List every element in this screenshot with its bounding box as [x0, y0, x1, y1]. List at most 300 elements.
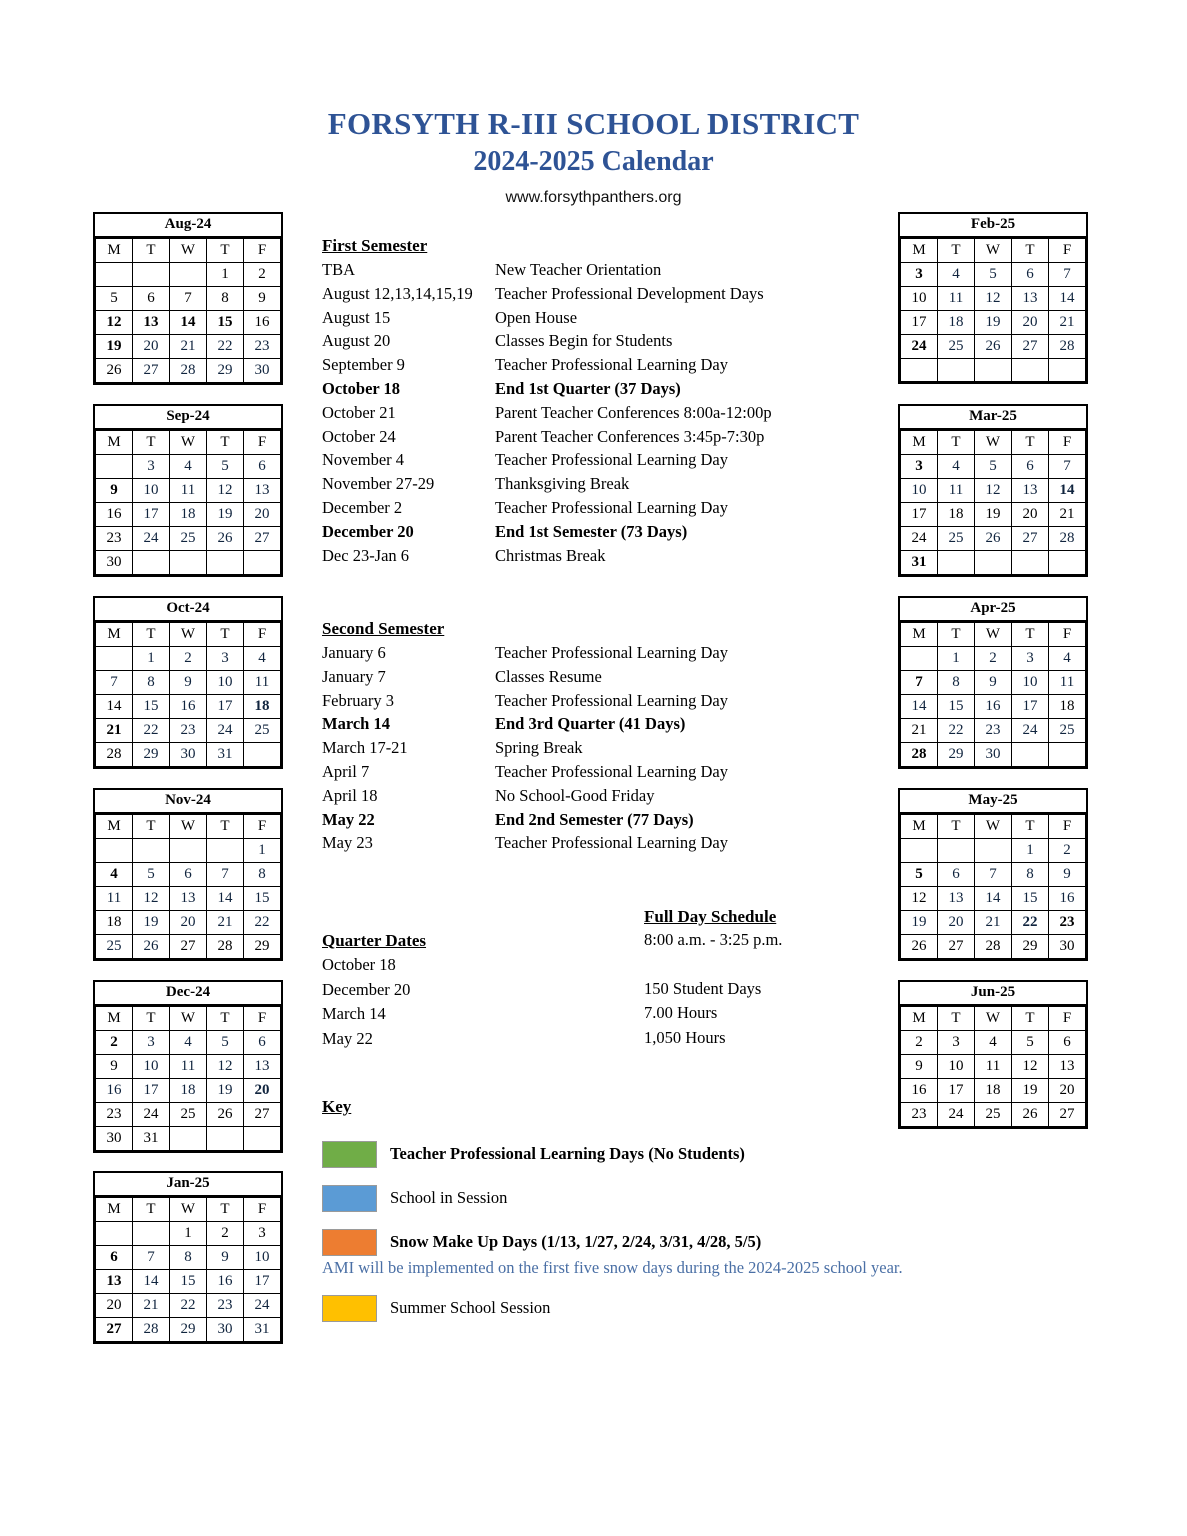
event-date: October 24 [322, 426, 396, 446]
day-cell: 4 [938, 455, 975, 479]
day-cell: 27 [170, 935, 207, 959]
week-row [96, 839, 281, 863]
day-cell: 11 [938, 287, 975, 311]
day-cell-empty [901, 647, 938, 671]
event-row [322, 712, 822, 736]
day-cell: 18 [170, 1079, 207, 1103]
day-cell: 28 [170, 359, 207, 383]
weekday-header-0: M [901, 239, 938, 263]
event-row [322, 665, 822, 689]
event-description: End 1st Quarter (37 Days) [495, 378, 681, 398]
week-row [901, 335, 1086, 359]
event-description: End 3rd Quarter (41 Days) [495, 714, 686, 734]
weekday-header-row [901, 431, 1086, 455]
day-cell: 21 [1049, 311, 1086, 335]
week-row [901, 911, 1086, 935]
event-row [322, 784, 822, 808]
week-row [96, 527, 281, 551]
day-cell: 10 [244, 1246, 281, 1270]
day-cell: 14 [975, 887, 1012, 911]
day-cell: 28 [96, 743, 133, 767]
day-cell: 17 [901, 503, 938, 527]
quarter-date-item: May 22 [322, 1028, 373, 1048]
day-cell: 26 [133, 935, 170, 959]
weekday-header-row [901, 815, 1086, 839]
day-cell: 8 [133, 671, 170, 695]
event-date: April 7 [322, 761, 370, 781]
weekday-header-4: F [1049, 431, 1086, 455]
day-cell: 1 [170, 1222, 207, 1246]
week-row [96, 863, 281, 887]
day-cell: 13 [1049, 1055, 1086, 1079]
weekday-header-row [96, 239, 281, 263]
day-cell: 5 [207, 1031, 244, 1055]
week-row [901, 311, 1086, 335]
page-header [0, 106, 1187, 207]
event-description: New Teacher Orientation [495, 260, 662, 279]
day-cell: 22 [170, 1294, 207, 1318]
weekday-header-0: M [901, 815, 938, 839]
week-row [901, 695, 1086, 719]
day-cell: 24 [1012, 719, 1049, 743]
weekday-header-3: T [1012, 431, 1049, 455]
week-row [96, 263, 281, 287]
event-row [322, 377, 822, 401]
day-cell: 6 [1049, 1031, 1086, 1055]
day-cell: 18 [170, 503, 207, 527]
day-cell: 14 [1049, 479, 1086, 503]
day-cell: 29 [244, 935, 281, 959]
day-cell: 3 [1012, 647, 1049, 671]
page-subtitle: 2024-2025 Calendar [473, 145, 714, 177]
week-row [901, 647, 1086, 671]
day-cell: 18 [244, 695, 281, 719]
key-row [322, 1229, 1022, 1295]
week-row [96, 1055, 281, 1079]
day-cell: 23 [207, 1294, 244, 1318]
weekday-header-3: T [207, 1007, 244, 1031]
day-cell: 26 [96, 359, 133, 383]
key-legend-section [322, 1097, 1022, 1339]
day-cell: 11 [938, 479, 975, 503]
month-aug [93, 212, 283, 385]
day-cell: 12 [901, 887, 938, 911]
day-cell: 12 [207, 479, 244, 503]
day-cell: 20 [244, 1079, 281, 1103]
first-semester-events [322, 258, 822, 567]
weekday-header-2: W [975, 1007, 1012, 1031]
day-cell: 21 [170, 335, 207, 359]
weekday-header-4: F [1049, 815, 1086, 839]
full-day-hours: 8:00 a.m. - 3:25 p.m. [644, 930, 783, 949]
week-row [96, 719, 281, 743]
month-title-may: May-25 [900, 790, 1086, 814]
calendar-grid-jan [95, 1197, 281, 1342]
week-row [96, 1079, 281, 1103]
weekday-header-2: W [975, 623, 1012, 647]
day-cell: 1 [207, 263, 244, 287]
day-cell: 29 [133, 743, 170, 767]
event-date: December 20 [322, 521, 414, 541]
day-cell: 27 [133, 359, 170, 383]
event-date: October 21 [322, 402, 396, 422]
day-cell: 3 [901, 263, 938, 287]
hours-per-day: 7.00 Hours [644, 1003, 718, 1023]
weekday-header-4: F [244, 239, 281, 263]
day-cell: 5 [975, 263, 1012, 287]
day-cell: 9 [170, 671, 207, 695]
day-cell: 20 [938, 911, 975, 935]
weekday-header-0: M [96, 1198, 133, 1222]
key-label: Snow Make Up Days (1/13, 1/27, 2/24, 3/31, 4/28, 5/5) [390, 1232, 762, 1251]
day-cell: 23 [975, 719, 1012, 743]
day-cell: 12 [96, 311, 133, 335]
day-cell: 25 [938, 527, 975, 551]
weekday-header-3: T [1012, 623, 1049, 647]
day-cell: 11 [244, 671, 281, 695]
week-row [901, 287, 1086, 311]
month-sep [93, 404, 283, 577]
calendar-grid-sep [95, 430, 281, 575]
weekday-header-0: M [96, 623, 133, 647]
weekday-header-1: T [133, 1007, 170, 1031]
day-cell: 7 [96, 671, 133, 695]
day-cell: 28 [133, 1318, 170, 1342]
day-cell: 27 [1049, 1103, 1086, 1127]
day-cell: 22 [1012, 911, 1049, 935]
day-cell: 31 [133, 1127, 170, 1151]
day-cell: 16 [170, 695, 207, 719]
week-row [901, 743, 1086, 767]
day-cell: 19 [207, 1079, 244, 1103]
weekday-header-3: T [207, 815, 244, 839]
weekday-header-3: T [207, 623, 244, 647]
day-cell: 19 [901, 911, 938, 935]
day-cell: 4 [244, 647, 281, 671]
month-title-feb: Feb-25 [900, 214, 1086, 238]
month-title-apr: Apr-25 [900, 598, 1086, 622]
day-cell-empty [1049, 551, 1086, 575]
weekday-header-2: W [975, 815, 1012, 839]
day-cell: 21 [96, 719, 133, 743]
day-cell: 16 [96, 1079, 133, 1103]
week-row [901, 863, 1086, 887]
day-cell-empty [1012, 743, 1049, 767]
quarter-date-item: October 18 [322, 955, 396, 974]
event-date: October 18 [322, 378, 401, 398]
day-cell: 12 [1012, 1055, 1049, 1079]
day-cell: 7 [901, 671, 938, 695]
day-cell: 11 [975, 1055, 1012, 1079]
week-row [96, 455, 281, 479]
event-description: Classes Begin for Students [495, 331, 673, 351]
day-cell: 16 [96, 503, 133, 527]
event-date: November 27-29 [322, 474, 435, 494]
day-cell: 3 [133, 455, 170, 479]
event-date: January 6 [322, 643, 386, 662]
day-cell: 20 [244, 503, 281, 527]
weekday-header-4: F [1049, 239, 1086, 263]
day-cell: 28 [207, 935, 244, 959]
week-row [96, 1318, 281, 1342]
day-cell: 13 [1012, 479, 1049, 503]
weekday-header-4: F [244, 1198, 281, 1222]
week-row [96, 551, 281, 575]
weekday-header-1: T [938, 1007, 975, 1031]
day-cell-empty [133, 1222, 170, 1246]
event-row [322, 689, 822, 713]
week-row [901, 839, 1086, 863]
day-cell: 15 [170, 1270, 207, 1294]
month-title-aug: Aug-24 [95, 214, 281, 238]
day-cell: 14 [901, 695, 938, 719]
event-date: April 18 [322, 785, 378, 805]
event-row [322, 258, 822, 282]
day-cell: 15 [207, 311, 244, 335]
key-heading: Key [322, 1097, 352, 1116]
day-cell: 8 [207, 287, 244, 311]
event-description: Thanksgiving Break [495, 474, 630, 494]
week-row [96, 335, 281, 359]
day-cell: 23 [901, 1103, 938, 1127]
week-row [901, 527, 1086, 551]
day-cell: 21 [207, 911, 244, 935]
weekday-header-3: T [1012, 239, 1049, 263]
day-cell: 31 [901, 551, 938, 575]
weekday-header-0: M [901, 623, 938, 647]
weekday-header-0: M [96, 1007, 133, 1031]
total-hours: 1,050 Hours [644, 1027, 726, 1047]
event-description: Parent Teacher Conferences 3:45p-7:30p [495, 426, 765, 446]
weekday-header-2: W [975, 431, 1012, 455]
day-cell: 10 [938, 1055, 975, 1079]
day-cell-empty [901, 359, 938, 382]
day-cell: 6 [244, 455, 281, 479]
day-cell-empty [96, 839, 133, 863]
week-row [901, 935, 1086, 959]
day-cell: 5 [901, 863, 938, 887]
day-cell: 16 [901, 1079, 938, 1103]
day-cell: 20 [1012, 311, 1049, 335]
key-swatch-yellow [322, 1295, 377, 1322]
week-row [901, 551, 1086, 575]
day-cell: 26 [207, 1103, 244, 1127]
month-oct [93, 596, 283, 769]
day-cell: 23 [96, 527, 133, 551]
day-cell: 7 [1049, 263, 1086, 287]
day-cell-empty [133, 263, 170, 287]
day-cell: 30 [96, 551, 133, 575]
event-row [322, 808, 822, 832]
first-semester-section [322, 236, 822, 567]
day-cell: 10 [901, 479, 938, 503]
week-row [96, 1294, 281, 1318]
weekday-header-4: F [244, 431, 281, 455]
week-row [901, 719, 1086, 743]
key-swatch-green [322, 1141, 377, 1168]
weekday-header-2: W [170, 1007, 207, 1031]
weekday-header-row [901, 623, 1086, 647]
event-row [322, 496, 822, 520]
day-cell: 13 [938, 887, 975, 911]
day-cell: 13 [133, 311, 170, 335]
day-cell: 19 [207, 503, 244, 527]
day-cell: 30 [975, 743, 1012, 767]
weekday-header-0: M [96, 431, 133, 455]
key-note-ami: AMI will be implemented on the first five snow days during the 2024-2025 school year. [322, 1258, 903, 1277]
day-cell: 19 [1012, 1079, 1049, 1103]
day-cell: 27 [244, 527, 281, 551]
key-label: School in Session [390, 1188, 508, 1207]
event-description: Christmas Break [495, 545, 606, 565]
event-date: August 20 [322, 331, 391, 351]
event-row [322, 520, 822, 544]
day-cell: 3 [244, 1222, 281, 1246]
day-cell: 2 [170, 647, 207, 671]
day-cell: 22 [133, 719, 170, 743]
day-cell-empty [170, 839, 207, 863]
event-row [322, 282, 822, 306]
day-cell-empty [207, 1127, 244, 1151]
day-cell: 26 [975, 527, 1012, 551]
day-cell: 15 [133, 695, 170, 719]
day-cell: 5 [975, 455, 1012, 479]
event-description: Classes Resume [495, 666, 602, 686]
day-cell: 4 [975, 1031, 1012, 1055]
day-cell: 10 [901, 287, 938, 311]
day-cell: 4 [170, 455, 207, 479]
day-cell: 3 [133, 1031, 170, 1055]
day-cell: 6 [938, 863, 975, 887]
day-cell: 19 [133, 911, 170, 935]
event-date: January 7 [322, 666, 386, 686]
weekday-header-2: W [170, 815, 207, 839]
weekday-header-3: T [1012, 1007, 1049, 1031]
weekday-header-4: F [1049, 1007, 1086, 1031]
weekday-header-1: T [938, 239, 975, 263]
calendar-grid-nov [95, 814, 281, 959]
day-cell: 26 [1012, 1103, 1049, 1127]
quarter-date-item: March 14 [322, 1004, 386, 1024]
day-cell: 16 [1049, 887, 1086, 911]
day-cell: 31 [207, 743, 244, 767]
day-cell-empty [1012, 551, 1049, 575]
day-cell: 27 [1012, 527, 1049, 551]
day-cell: 9 [901, 1055, 938, 1079]
calendar-grid-oct [95, 622, 281, 767]
event-date: TBA [322, 260, 355, 279]
week-row [96, 1031, 281, 1055]
week-row [96, 359, 281, 383]
quarter-dates-heading: Quarter Dates [322, 931, 427, 950]
day-cell: 16 [207, 1270, 244, 1294]
weekday-header-2: W [170, 1198, 207, 1222]
key-row [322, 1185, 1022, 1229]
day-cell: 6 [1012, 455, 1049, 479]
day-cell: 19 [975, 311, 1012, 335]
calendar-grid-dec [95, 1006, 281, 1151]
day-cell-empty [170, 551, 207, 575]
calendar-grid-mar [900, 430, 1086, 575]
day-cell: 19 [975, 503, 1012, 527]
event-description: Teacher Professional Learning Day [495, 833, 728, 853]
spacer [644, 953, 904, 977]
month-apr [898, 596, 1088, 769]
day-cell: 8 [1012, 863, 1049, 887]
calendar-grid-apr [900, 622, 1086, 767]
week-row [96, 647, 281, 671]
key-label: Summer School Session [390, 1298, 551, 1317]
day-cell: 18 [938, 311, 975, 335]
day-cell: 21 [133, 1294, 170, 1318]
day-cell-empty [207, 551, 244, 575]
page-title: FORSYTH R-III SCHOOL DISTRICT [327, 106, 860, 141]
event-description: Spring Break [495, 738, 583, 758]
day-cell: 29 [1012, 935, 1049, 959]
month-title-dec: Dec-24 [95, 982, 281, 1006]
event-description: End 2nd Semester (77 Days) [495, 809, 694, 829]
key-row [322, 1295, 1022, 1339]
event-row [322, 831, 822, 855]
district-website: www.forsythpanthers.org [505, 189, 682, 207]
day-cell-empty [96, 647, 133, 671]
week-row [96, 935, 281, 959]
day-cell: 25 [170, 1103, 207, 1127]
day-cell: 17 [938, 1079, 975, 1103]
week-row [96, 887, 281, 911]
day-cell: 20 [1049, 1079, 1086, 1103]
day-cell: 22 [244, 911, 281, 935]
day-cell: 5 [96, 287, 133, 311]
day-cell: 22 [938, 719, 975, 743]
day-cell: 18 [96, 911, 133, 935]
day-cell: 8 [938, 671, 975, 695]
day-cell: 25 [170, 527, 207, 551]
month-mar [898, 404, 1088, 577]
weekday-header-row [901, 1007, 1086, 1031]
day-cell: 14 [207, 887, 244, 911]
key-rows [322, 1141, 1022, 1339]
day-cell: 20 [1012, 503, 1049, 527]
day-cell: 18 [938, 503, 975, 527]
weekday-header-4: F [244, 623, 281, 647]
day-cell: 17 [133, 503, 170, 527]
day-cell: 7 [1049, 455, 1086, 479]
key-label: Teacher Professional Learning Days (No Students) [390, 1144, 745, 1163]
weekday-header-1: T [133, 239, 170, 263]
day-cell: 21 [901, 719, 938, 743]
month-feb [898, 212, 1088, 384]
week-row [901, 671, 1086, 695]
day-cell: 22 [207, 335, 244, 359]
day-cell: 5 [1012, 1031, 1049, 1055]
day-cell: 7 [975, 863, 1012, 887]
event-date: December 2 [322, 497, 403, 517]
week-row [901, 479, 1086, 503]
day-cell-empty [1049, 359, 1086, 382]
day-cell: 15 [1012, 887, 1049, 911]
day-cell: 18 [1049, 695, 1086, 719]
day-cell: 20 [133, 335, 170, 359]
week-row [96, 503, 281, 527]
weekday-header-3: T [207, 431, 244, 455]
weekday-header-1: T [938, 623, 975, 647]
day-cell: 12 [975, 287, 1012, 311]
event-row [322, 425, 822, 449]
day-cell-empty [96, 263, 133, 287]
event-row [322, 641, 822, 665]
event-description: Teacher Professional Learning Day [495, 690, 728, 710]
